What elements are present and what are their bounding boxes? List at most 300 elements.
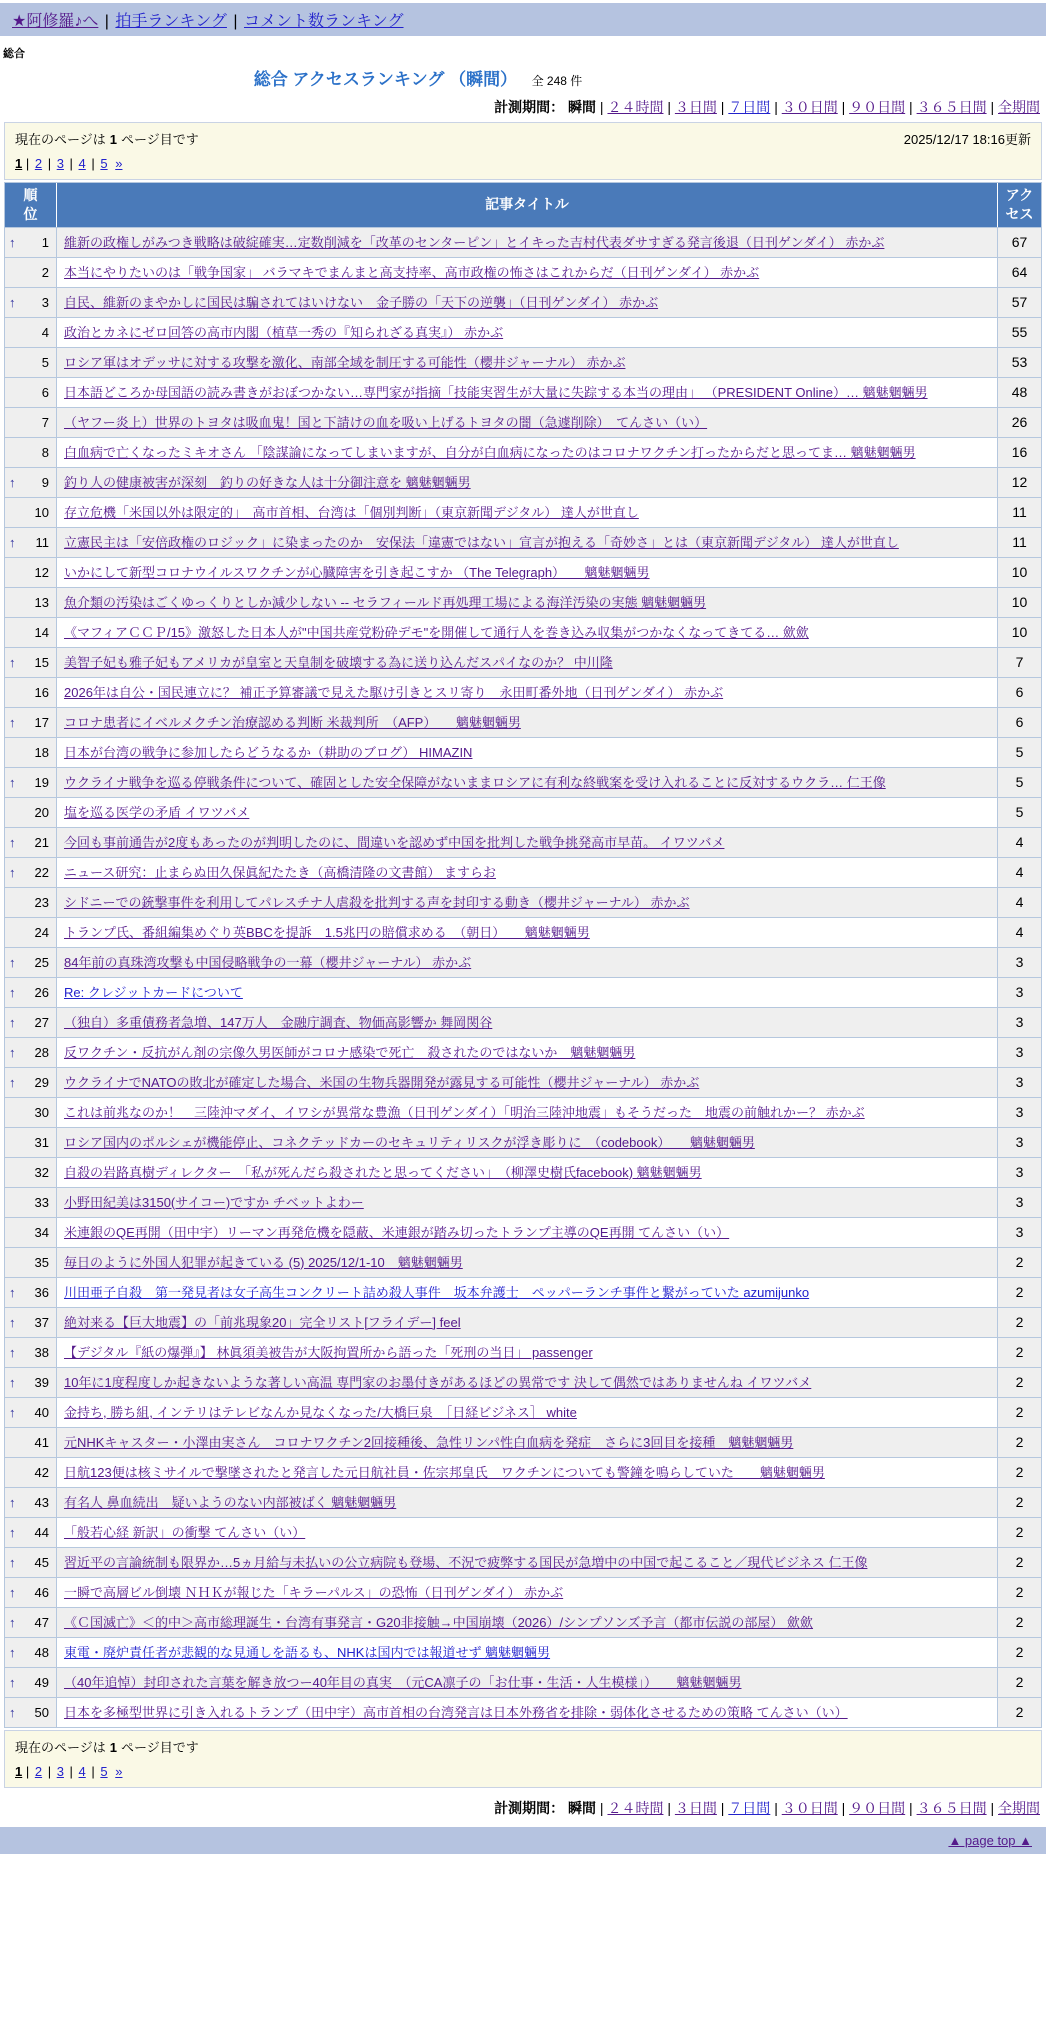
pagination-page-link[interactable]: 4 (78, 156, 86, 171)
table-row (5, 497, 1042, 527)
rank-cell (5, 1037, 57, 1067)
access-count: 5 (998, 737, 1042, 767)
separator (110, 1764, 114, 1779)
article-link[interactable]: 政治とカネにゼロ回答の高市内閣（植草一秀の『知られざる真実』） 赤かぶ (64, 324, 504, 340)
article-link[interactable]: （独自）多重債務者急増、147万人 金融庁調査、物価高影響か 舞岡関谷 (64, 1014, 493, 1030)
article-link[interactable]: 毎日のように外国人犯罪が起きている (5) 2025/12/1-10 魑魅魍魎男 (64, 1254, 463, 1270)
access-count: 2 (998, 1547, 1042, 1577)
title-cell (57, 617, 998, 647)
rank-cell (5, 617, 57, 647)
article-link[interactable]: 東電・廃炉責任者が悲観的な見通しを語るも、NHKは国内では報道せず 魑魅魍魎男 (64, 1644, 551, 1660)
title-cell (57, 737, 998, 767)
title-cell (57, 827, 998, 857)
rank-number: 5 (41, 354, 49, 370)
rank-cell (5, 467, 57, 497)
rank-number: 38 (34, 1344, 49, 1360)
rank-number: 31 (34, 1134, 49, 1150)
article-link[interactable]: 本当にやりたいのは「戦争国家」 バラマキでまんまと高支持率、高市政権の怖さはこれからだ（日刊ゲンダイ） 赤かぶ (64, 264, 760, 280)
title-cell (57, 1187, 998, 1217)
table-row (5, 1217, 1042, 1247)
title-column-header: 記事タイトル (57, 183, 998, 228)
period-link[interactable]: 全期間 (998, 99, 1040, 115)
table-row (5, 1127, 1042, 1157)
up-arrow-icon: ↑ (9, 864, 16, 880)
separator: | (716, 1799, 729, 1816)
access-count: 4 (998, 857, 1042, 887)
article-link[interactable]: 塩を巡る医学の矛盾 イワツバメ (64, 804, 250, 820)
table-row (5, 857, 1042, 887)
article-link[interactable]: 絶対来る【巨大地震】の「前兆現象20」完全リスト[フライデー] feel (64, 1314, 461, 1330)
title-cell (57, 1337, 998, 1367)
rank-number: 39 (34, 1374, 49, 1390)
access-count: 6 (998, 707, 1042, 737)
title-cell (57, 1007, 998, 1037)
page-info-suffix: ページ目です (120, 1739, 199, 1755)
pagination-page-link[interactable]: 2 (34, 156, 43, 171)
rank-cell (5, 1127, 57, 1157)
article-link[interactable]: 自民、維新のまやかしに国民は騙されてはいけない 金子勝の「天下の逆襲」（日刊ゲンダイ） 赤かぶ (64, 294, 659, 310)
title-cell (57, 557, 998, 587)
title-cell (57, 437, 998, 467)
table-row (5, 1457, 1042, 1487)
access-count: 4 (998, 887, 1042, 917)
article-link[interactable]: 一瞬で高層ビル倒壊 ＮＨＫが報じた「キラーパルス」の恐怖（日刊ゲンダイ） 赤かぶ (64, 1584, 564, 1600)
rank-cell (5, 1157, 57, 1187)
rank-cell (5, 287, 57, 317)
period-link[interactable]: ９０日間 (849, 99, 906, 115)
separator (110, 156, 114, 171)
table-row (5, 887, 1042, 917)
access-count: 3 (998, 1127, 1042, 1157)
access-count: 2 (998, 1667, 1042, 1697)
article-link[interactable]: 美智子妃も雅子妃もアメリカが皇室と天皇制を破壊する為に送り込んだスパイなのか？ 中川隆 (64, 654, 613, 670)
access-count: 2 (998, 1577, 1042, 1607)
article-link[interactable]: 存立危機「米国以外は限定的」 高市首相、台湾は「個別判断」（東京新聞デジタル） 達人が世直し (64, 504, 639, 520)
access-count: 11 (998, 497, 1042, 527)
article-link[interactable]: （ヤフー炎上）世界のトヨタは吸血鬼！国と下請けの血を吸い上げるトヨタの闇（急遽削除） てんさい（い） (64, 414, 708, 430)
separator: | (228, 13, 242, 30)
table-row (5, 1247, 1042, 1277)
rank-number: 10 (34, 504, 49, 520)
rank-number: 30 (34, 1104, 49, 1120)
rank-cell (5, 527, 57, 557)
article-link[interactable]: ロシア国内のポルシェが機能停止、コネクテッドカーのセキュリティリスクが浮き彫りに （codebook） 魑魅魍魎男 (64, 1134, 755, 1150)
rank-cell (5, 737, 57, 767)
up-arrow-icon: ↑ (9, 534, 16, 550)
pagination-page-link[interactable]: 3 (56, 156, 64, 171)
table-header-row (5, 183, 1042, 228)
period-link[interactable]: ３０日間 (781, 99, 838, 115)
access-count: 3 (998, 1217, 1042, 1247)
up-arrow-icon: ↑ (9, 1614, 16, 1630)
article-link[interactable]: 魚介類の汚染はごくゆっくりとしか減少しない -- セラフィールド再処理工場による海洋汚染の実態 魑魅魍魎男 (64, 594, 707, 610)
title-cell (57, 857, 998, 887)
up-arrow-icon: ↑ (9, 1284, 16, 1300)
rank-number: 13 (34, 594, 49, 610)
access-count: 3 (998, 1037, 1042, 1067)
topbar-link[interactable]: 拍手ランキング (115, 13, 227, 30)
period-link[interactable]: ９０日間 (849, 1799, 906, 1816)
total-count: 全 248 件 (531, 74, 583, 88)
table-row (5, 557, 1042, 587)
period-link[interactable]: ７日間 (728, 1799, 771, 1816)
pagination-page-link[interactable]: 4 (78, 1763, 86, 1779)
table-row (5, 1637, 1042, 1667)
table-row (5, 1397, 1042, 1427)
separator: | (596, 1799, 608, 1816)
rank-cell (5, 887, 57, 917)
page-info-box-top (4, 122, 1042, 180)
period-link[interactable]: ３日間 (674, 99, 717, 115)
article-link[interactable]: 金持ち, 勝ち組, インテリはテレビなんか見なくなった/大橋巨泉 ［日経ビジネス］ white (64, 1404, 577, 1420)
rank-number: 9 (41, 474, 49, 490)
article-link[interactable]: 10年に1度程度しか起きないような著しい高温 専門家のお墨付きがあるほどの異常です 決して偶然ではありませんね イワツバメ (64, 1374, 812, 1390)
rank-number: 34 (34, 1224, 49, 1240)
article-link[interactable]: 【デジタル『紙の爆弾』】 林眞須美被告が大阪拘置所から語った「死刑の当日」 passenger (64, 1344, 593, 1360)
table-row (5, 527, 1042, 557)
separator: | (596, 99, 608, 115)
table-row (5, 1697, 1042, 1727)
period-link[interactable]: ２４時間 (607, 1799, 664, 1816)
rank-cell (5, 1397, 57, 1427)
separator: | (986, 99, 998, 115)
page-info-prefix: 現在のページは (15, 132, 106, 147)
period-link[interactable]: ７日間 (728, 99, 771, 115)
article-link[interactable]: ニュース研究：止まらぬ田久保眞紀たたき（高橋清隆の文書館） ますらお (64, 864, 496, 880)
article-link[interactable]: 《Ｃ国滅亡》＜的中＞高市総理誕生・台湾有事発言・G20非接触→中国崩壊（2026）/シンプソンズ予言（都市伝説の部屋） 歛歛 (64, 1614, 814, 1630)
article-link[interactable]: 「般若心経 新訳」の衝撃 てんさい（い） (64, 1524, 306, 1540)
rank-number: 49 (34, 1674, 49, 1690)
up-arrow-icon: ↑ (9, 1644, 16, 1660)
title-cell (57, 767, 998, 797)
title-cell (57, 1517, 998, 1547)
pagination-page-link[interactable]: 2 (34, 1763, 43, 1779)
up-arrow-icon: ↑ (9, 1344, 16, 1360)
separator: | (663, 1799, 675, 1816)
pagination-current: 1 (15, 1763, 23, 1779)
ranking-title: 総合 アクセスランキング （瞬間） (253, 70, 518, 89)
separator: | (87, 1763, 99, 1779)
article-link[interactable]: 反ワクチン・反抗がん剤の宗像久男医師がコロナ感染で死亡 殺されたのではないか 魑魅魍魎男 (64, 1044, 636, 1060)
article-link[interactable]: 日本を多極型世界に引き入れるトランプ（田中宇）高市首相の台湾発言は日本外務省を排除・弱体化させるための策略 てんさい（い） (64, 1704, 848, 1720)
topbar-links (10, 13, 406, 30)
rank-number: 32 (34, 1164, 49, 1180)
title-cell (57, 1307, 998, 1337)
article-link[interactable]: 84年前の真珠湾攻撃も中国侵略戦争の一幕（櫻井ジャーナル） 赤かぶ (64, 954, 472, 970)
article-link[interactable]: トランプ氏、番組編集めぐり英BBCを提訴 1.5兆円の賠償求める （朝日） 魑魅魍魎男 (64, 924, 590, 940)
access-count: 10 (998, 557, 1042, 587)
period-selector-bottom (6, 1798, 1040, 1818)
rank-cell (5, 1007, 57, 1037)
period-link[interactable]: ３日間 (674, 1799, 717, 1816)
title-cell (57, 1037, 998, 1067)
table-row (5, 1187, 1042, 1217)
rank-number: 7 (41, 414, 49, 430)
article-link[interactable]: （40年追悼）封印された言葉を解き放つー40年目の真実 （元CA凛子の「お仕事・生活・人生模様」） 魑魅魍魎男 (64, 1674, 742, 1690)
access-count: 2 (998, 1367, 1042, 1397)
ranking-table (4, 182, 1042, 1728)
article-link[interactable]: 習近平の言論統制も限界か…5ヵ月給与未払いの公立病院も登場、不況で疲弊する国民が急増中の中国で起こること／現代ビジネス 仁王像 (64, 1554, 868, 1570)
rank-number: 23 (34, 894, 49, 910)
rank-number: 42 (34, 1464, 49, 1480)
table-row (5, 227, 1042, 257)
access-count: 16 (998, 437, 1042, 467)
article-link[interactable]: 元NHKキャスター・小澤由実さん コロナワクチン2回接種後、急性リンパ性白血病を発症 さらに3回目を接種 魑魅魍魎男 (64, 1434, 794, 1450)
access-count: 2 (998, 1427, 1042, 1457)
article-link[interactable]: 自殺の岩路真樹ディレクター 「私が死んだら殺されたと思ってください」 （柳澤史樹氏facebook) 魑魅魍魎男 (64, 1164, 702, 1180)
table-row (5, 1667, 1042, 1697)
access-count: 3 (998, 1187, 1042, 1217)
pagination-current: 1 (15, 156, 23, 171)
table-row (5, 1517, 1042, 1547)
rank-cell (5, 647, 57, 677)
title-cell (57, 1397, 998, 1427)
title-cell (57, 1277, 998, 1307)
table-row (5, 317, 1042, 347)
article-link[interactable]: ウクライナでNATOの敗北が確定した場合、米国の生物兵器開発が露見する可能性（櫻井ジャーナル） 赤かぶ (64, 1074, 700, 1090)
access-count: 2 (998, 1277, 1042, 1307)
table-row (5, 827, 1042, 857)
access-count: 2 (998, 1487, 1042, 1517)
title-cell (57, 887, 998, 917)
table-row (5, 1307, 1042, 1337)
pagination-page-link[interactable]: 3 (56, 1763, 64, 1779)
bottom-spacer (0, 1854, 1046, 1886)
access-count: 26 (998, 407, 1042, 437)
title-cell (57, 977, 998, 1007)
rank-number: 27 (34, 1014, 49, 1030)
title-cell (57, 707, 998, 737)
rank-cell (5, 677, 57, 707)
page (0, 3, 1046, 1886)
title-cell (57, 587, 998, 617)
access-count: 2 (998, 1457, 1042, 1487)
access-count: 48 (998, 377, 1042, 407)
rank-cell (5, 797, 57, 827)
title-cell (57, 527, 998, 557)
table-row (5, 1487, 1042, 1517)
period-link[interactable]: ３６５日間 (916, 1799, 987, 1816)
access-count: 7 (998, 647, 1042, 677)
article-link[interactable]: コロナ患者にイベルメクチン治療認める判断 米裁判所 （AFP） 魑魅魍魎男 (64, 714, 521, 730)
table-row (5, 1607, 1042, 1637)
separator: | (905, 99, 917, 115)
access-count: 2 (998, 1517, 1042, 1547)
access-count: 10 (998, 617, 1042, 647)
access-count: 57 (998, 287, 1042, 317)
title-cell (57, 1637, 998, 1667)
article-link[interactable]: いかにして新型コロナウイルスワクチンが心臓障害を引き起こすか （The Telegraph） 魑魅魍魎男 (64, 564, 650, 580)
title-cell (57, 797, 998, 827)
article-link[interactable]: 維新の政権しがみつき戦略は破綻確実…定数削減を「改革のセンターピン」とイキった吉村代表ダサすぎる発言後退（日刊ゲンダイ） 赤かぶ (64, 234, 885, 250)
period-link[interactable]: ２４時間 (607, 99, 664, 115)
rank-number: 47 (34, 1614, 49, 1630)
rank-number: 17 (34, 714, 49, 730)
article-link[interactable]: 日航123便は核ミサイルで撃墜されたと発言した元日航社員・佐宗邦皇氏 ワクチンについても警鐘を鳴らしていた 魑魅魍魎男 (64, 1464, 825, 1480)
title-cell (57, 947, 998, 977)
rank-cell (5, 1427, 57, 1457)
article-link[interactable]: シドニーでの銃撃事件を利用してパレスチナ人虐殺を批判する声を封印する動き（櫻井ジャーナル） 赤かぶ (64, 894, 690, 910)
separator: | (663, 99, 675, 115)
rank-cell (5, 1247, 57, 1277)
up-arrow-icon: ↑ (9, 234, 16, 250)
rank-cell (5, 977, 57, 1007)
pagination-page-link[interactable]: 5 (100, 1763, 108, 1779)
table-row (5, 977, 1042, 1007)
table-row (5, 1007, 1042, 1037)
pagination-top (15, 156, 1031, 171)
rank-number: 36 (34, 1284, 49, 1300)
title-cell (57, 1157, 998, 1187)
page-top-link[interactable]: ▲ page top ▲ (948, 1832, 1032, 1848)
rank-cell (5, 1217, 57, 1247)
rank-cell (5, 1187, 57, 1217)
rank-number: 26 (34, 984, 49, 1000)
title-cell (57, 1697, 998, 1727)
current-page-info (15, 129, 1031, 148)
rank-cell (5, 857, 57, 887)
rank-cell (5, 947, 57, 977)
title-cell (57, 227, 998, 257)
up-arrow-icon: ↑ (9, 774, 16, 790)
title-cell (57, 1067, 998, 1097)
article-link[interactable]: 小野田紀美は3150(サイコー)ですか チベットよわー (64, 1194, 364, 1210)
article-link[interactable]: 今回も事前通告が2度もあったのが判明したのに、間違いを認めず中国を批判した戦争挑発高市早苗。 イワツバメ (64, 834, 725, 850)
separator: | (770, 1799, 782, 1816)
table-row (5, 917, 1042, 947)
topbar-link[interactable]: コメント数ランキング (243, 13, 404, 30)
pagination-next-link[interactable]: » (115, 156, 123, 171)
up-arrow-icon: ↑ (9, 834, 16, 850)
rank-number: 8 (41, 444, 49, 460)
table-row (5, 407, 1042, 437)
title-cell (57, 1667, 998, 1697)
title-cell (57, 257, 998, 287)
period-link[interactable]: ３６５日間 (916, 99, 987, 115)
rank-cell (5, 767, 57, 797)
article-link[interactable]: 日本が台湾の戦争に参加したらどうなるか（耕助のブログ） HIMAZIN (64, 744, 473, 760)
title-cell (57, 1427, 998, 1457)
table-row (5, 797, 1042, 827)
table-row (5, 647, 1042, 677)
rank-cell (5, 1637, 57, 1667)
rank-cell (5, 707, 57, 737)
topbar (0, 3, 1046, 36)
title-cell (57, 677, 998, 707)
pagination-page-link[interactable]: 5 (100, 156, 108, 171)
rank-cell (5, 407, 57, 437)
article-link[interactable]: ロシア軍はオデッサに対する攻撃を激化、南部全域を制圧する可能性（櫻井ジャーナル） 赤かぶ (64, 354, 626, 370)
title-cell (57, 1607, 998, 1637)
article-link[interactable]: 川田亜子自殺 第一発見者は女子高生コンクリート詰め殺人事件 坂本弁護士 ペッパーランチ事件と繋がっていた azumijunko (64, 1284, 810, 1300)
table-row (5, 947, 1042, 977)
period-label: 計測期間： (494, 1799, 569, 1816)
article-link[interactable]: 米連銀のQE再開（田中宇）リーマン再発危機を隠蔽、米連銀が踏み切ったトランプ主導のQE再開 てんさい（い） (64, 1224, 730, 1240)
pagination-bottom (15, 1764, 1031, 1779)
page-info-suffix: ページ目です (120, 132, 199, 147)
rank-number: 45 (34, 1554, 49, 1570)
article-link[interactable]: 釣り人の健康被害が深刻 釣りの好きな人は十分御注意を 魑魅魍魎男 (64, 474, 471, 490)
title-cell (57, 1457, 998, 1487)
rank-number: 21 (34, 834, 49, 850)
title-cell (57, 1487, 998, 1517)
access-count: 4 (998, 827, 1042, 857)
rank-number: 18 (34, 744, 49, 760)
title-cell (57, 1097, 998, 1127)
up-arrow-icon: ↑ (9, 1374, 16, 1390)
up-arrow-icon: ↑ (9, 1044, 16, 1060)
period-link[interactable]: ３０日間 (781, 1799, 838, 1816)
article-link[interactable]: ウクライナ戦争を巡る停戦条件について、確固とした安全保障がないままロシアに有利な終戦案を受け入れることに反対するウクラ… 仁王像 (64, 774, 886, 790)
article-link[interactable]: 立憲民主は「安倍政権のロジック」に染まったのか 安保法「違憲ではない」宣言が抱える「奇妙さ」とは（東京新聞デジタル） 達人が世直し (64, 534, 899, 550)
rank-number: 35 (34, 1254, 49, 1270)
rank-cell (5, 347, 57, 377)
pagination-next-link[interactable]: » (115, 1763, 123, 1779)
rank-number: 2 (41, 264, 49, 280)
ranking-table-body (5, 227, 1042, 1727)
rank-number: 6 (41, 384, 49, 400)
article-link[interactable]: 有名人 鼻血続出 疑いようのない内部被ばく 魑魅魍魎男 (64, 1494, 397, 1510)
article-link[interactable]: 2026年は自公・国民連立に？ 補正予算審議で見えた駆け引きとスリ寄り 永田町番外地（日刊ゲンダイ） 赤かぶ (64, 684, 724, 700)
title-cell (57, 647, 998, 677)
separator: | (22, 156, 33, 171)
table-row (5, 677, 1042, 707)
separator: | (905, 1799, 917, 1816)
rank-cell (5, 827, 57, 857)
title-cell (57, 1247, 998, 1277)
up-arrow-icon: ↑ (9, 1524, 16, 1540)
separator: | (986, 1799, 998, 1816)
rank-cell (5, 1487, 57, 1517)
up-arrow-icon: ↑ (9, 1554, 16, 1570)
rank-number: 37 (34, 1314, 49, 1330)
period-selector-top (6, 97, 1040, 117)
table-row (5, 1427, 1042, 1457)
article-link[interactable]: Re: クレジットカードについて (64, 984, 243, 1000)
table-row (5, 1157, 1042, 1187)
rank-cell (5, 1307, 57, 1337)
article-link[interactable]: 白血病で亡くなったミキオさん 「陰謀論になってしまいますが、自分が白血病になったのはコロナワクチン打ったからだと思ってま… 魑魅魍魎男 (64, 444, 916, 460)
up-arrow-icon: ↑ (9, 984, 16, 1000)
access-count: 2 (998, 1397, 1042, 1427)
rank-number: 48 (34, 1644, 49, 1660)
period-current: 瞬間 (568, 1799, 597, 1816)
title-cell (57, 917, 998, 947)
access-count: 2 (998, 1607, 1042, 1637)
article-link[interactable]: 日本語どころか母国語の読み書きがおぼつかない…専門家が指摘「技能実習生が大量に失踪する本当の理由」 （PRESIDENT Online）… 魑魅魍魎男 (64, 384, 928, 400)
article-link[interactable]: これは前兆なのか！ 三陸沖マダイ、イワシが異常な豊漁（日刊ゲンダイ）「明治三陸沖地震」もそうだった 地震の前触れかー？ 赤かぶ (64, 1104, 865, 1120)
period-link[interactable]: 全期間 (998, 1799, 1040, 1816)
access-count: 10 (998, 587, 1042, 617)
title-cell (57, 287, 998, 317)
rank-number: 3 (41, 294, 49, 310)
table-row (5, 287, 1042, 317)
rank-number: 29 (34, 1074, 49, 1090)
topbar-link[interactable]: ★阿修羅♪へ (12, 13, 99, 30)
access-count: 3 (998, 1157, 1042, 1187)
rank-number: 43 (34, 1494, 49, 1510)
access-count: 55 (998, 317, 1042, 347)
up-arrow-icon: ↑ (9, 1404, 16, 1420)
up-arrow-icon: ↑ (9, 474, 16, 490)
access-count: 3 (998, 977, 1042, 1007)
table-row (5, 377, 1042, 407)
rank-cell (5, 1367, 57, 1397)
period-current: 瞬間 (568, 99, 597, 115)
up-arrow-icon: ↑ (9, 1314, 16, 1330)
article-link[interactable]: 《マフィアＣＣＰ/15》激怒した日本人が"中国共産党粉砕デモ"を開催して通行人を巻き込み収集がつかなくなってきてる… 歛歛 (64, 624, 809, 640)
up-arrow-icon: ↑ (9, 654, 16, 670)
